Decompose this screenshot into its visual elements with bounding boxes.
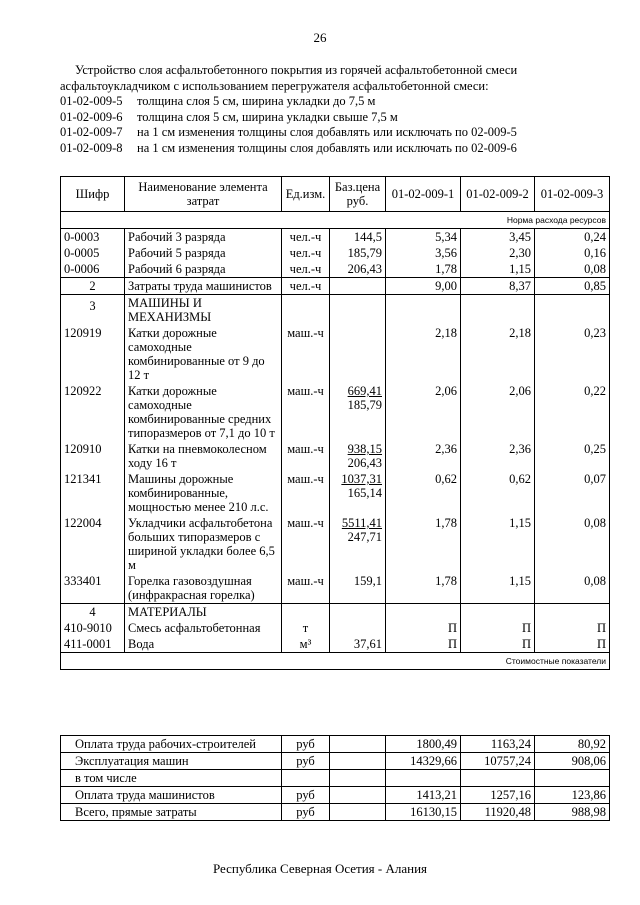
cell-name: Укладчики асфальтобетона больших типоразмеров с шириной укладки более 6,5 м (125, 515, 282, 573)
table-row (61, 573, 610, 604)
cell-v3: 0,16 (535, 245, 610, 261)
cell-name: Вода (125, 636, 282, 653)
section-code: 3 (61, 295, 125, 326)
header-price: Баз.цена руб. (330, 177, 386, 212)
cell-v1: 2,36 (386, 441, 461, 471)
cell-code: 122004 (61, 515, 125, 573)
cell-v2: 0,62 (461, 471, 535, 515)
page-number: 26 (313, 30, 327, 45)
summary-name: Оплата труда рабочих-строителей (61, 736, 282, 753)
cell-v2: 1,15 (461, 515, 535, 573)
cell-code: 411-0001 (61, 636, 125, 653)
cell-v2: 1,15 (461, 261, 535, 278)
cell-v3: 0,22 (535, 383, 610, 441)
intro-line (60, 125, 600, 141)
cell-v2: 2,18 (461, 325, 535, 383)
intro-code: 01-02-009-5 (60, 94, 123, 108)
intro-code: 01-02-009-6 (60, 109, 123, 124)
cell-unit: маш.-ч (282, 325, 330, 383)
cell-v3: 0,08 (535, 515, 610, 573)
cell-name: Машины дорожные комбинированные, мощностью менее 210 л.с. (125, 471, 282, 515)
intro-text: толщина слоя 5 см, ширина укладки свыше 7,5 м (137, 109, 398, 124)
cell-name: Рабочий 3 разряда (125, 229, 282, 246)
table-row (61, 515, 610, 573)
cell-code: 120910 (61, 441, 125, 471)
section-row (61, 604, 610, 621)
cell-name: Затраты труда машинистов (125, 278, 282, 295)
table-row (61, 636, 610, 653)
intro-code: 01-02-009-8 (60, 140, 123, 155)
table-row (61, 325, 610, 383)
cell-code: 0-0006 (61, 261, 125, 278)
cell-price (330, 620, 386, 636)
band-norm-row (61, 212, 610, 229)
section-title: МАШИНЫ И МЕХАНИЗМЫ (125, 295, 282, 326)
cell-code: 120919 (61, 325, 125, 383)
cell-unit: чел.-ч (282, 278, 330, 295)
table-row (61, 261, 610, 278)
summary-v3: 123,86 (535, 787, 610, 804)
cell-v2: 1,15 (461, 573, 535, 604)
intro-line (60, 110, 600, 126)
table-row (61, 441, 610, 471)
cell-v2: 8,37 (461, 278, 535, 295)
cell-price (330, 278, 386, 295)
cell-name: Горелка газовоздушная (инфракрасная горелка) (125, 573, 282, 604)
cell-name: Рабочий 5 разряда (125, 245, 282, 261)
table-row (61, 229, 610, 246)
band-cost: Стоимостные показатели (61, 653, 610, 670)
table-row (61, 278, 610, 295)
cell-price: 144,5 (330, 229, 386, 246)
section-row (61, 295, 610, 326)
summary-v3: 908,06 (535, 753, 610, 770)
cell-price (330, 471, 386, 515)
summary-v1: 14329,66 (386, 753, 461, 770)
cell-code: 410-9010 (61, 620, 125, 636)
cell-v3: 0,24 (535, 229, 610, 246)
price-crossed: 938,15 (347, 442, 382, 456)
cell-v3: 0,23 (535, 325, 610, 383)
cell-code: 121341 (61, 471, 125, 515)
cell-v1: 5,34 (386, 229, 461, 246)
table-row (61, 471, 610, 515)
cell-unit: маш.-ч (282, 471, 330, 515)
summary-v2: 11920,48 (461, 804, 535, 821)
cell-price (330, 325, 386, 383)
cell-code: 2 (61, 278, 125, 295)
header-unit: Ед.изм. (282, 177, 330, 212)
cell-v2: 2,30 (461, 245, 535, 261)
band-cost-row (61, 653, 610, 670)
cell-v3: 0,25 (535, 441, 610, 471)
cell-unit: чел.-ч (282, 229, 330, 246)
summary-v1: 16130,15 (386, 804, 461, 821)
intro-line (60, 94, 600, 110)
header-col2: 01-02-009-2 (461, 177, 535, 212)
summary-unit: руб (282, 753, 330, 770)
header-col3: 01-02-009-3 (535, 177, 610, 212)
cell-v1: 2,06 (386, 383, 461, 441)
cell-unit: чел.-ч (282, 245, 330, 261)
price-current: 206,43 (347, 456, 382, 470)
summary-v3: 80,92 (535, 736, 610, 753)
cell-price: 159,1 (330, 573, 386, 604)
summary-v2: 1163,24 (461, 736, 535, 753)
cell-v3: 0,07 (535, 471, 610, 515)
price-current: 185,79 (347, 398, 382, 412)
cost-summary-table (60, 735, 610, 821)
cell-v2: П (461, 636, 535, 653)
summary-row (61, 787, 610, 804)
intro-block (60, 63, 600, 156)
price-current: 165,14 (347, 486, 382, 500)
summary-row (61, 736, 610, 753)
summary-v3: 988,98 (535, 804, 610, 821)
cell-unit: маш.-ч (282, 573, 330, 604)
summary-row (61, 770, 610, 787)
cell-v2: 3,45 (461, 229, 535, 246)
cell-unit: маш.-ч (282, 515, 330, 573)
cell-name: Катки на пневмоколесном ходу 16 т (125, 441, 282, 471)
intro-text: на 1 см изменения толщины слоя добавлять или исключать по 02-009-6 (137, 140, 517, 155)
table-header-row (61, 177, 610, 212)
intro-heading-line2: асфальтоукладчиком с использованием перегружателя асфальтобетонной смеси: (60, 78, 489, 93)
price-crossed: 5511,41 (341, 516, 382, 530)
cell-v1: 3,56 (386, 245, 461, 261)
cell-v1: 0,62 (386, 471, 461, 515)
cell-code: 0-0003 (61, 229, 125, 246)
cell-price: 37,61 (330, 636, 386, 653)
summary-v2: 1257,16 (461, 787, 535, 804)
price-crossed: 1037,31 (341, 472, 382, 486)
header-name: Наименование элемента затрат (125, 177, 282, 212)
header-col1: 01-02-009-1 (386, 177, 461, 212)
intro-text: на 1 см изменения толщины слоя добавлять или исключать по 02-009-5 (137, 125, 517, 139)
intro-text: толщина слоя 5 см, ширина укладки до 7,5 м (137, 94, 376, 108)
table-row (61, 245, 610, 261)
price-crossed: 669,41 (347, 384, 382, 398)
cell-v3: 0,08 (535, 573, 610, 604)
cell-v2: П (461, 620, 535, 636)
cell-v3: 0,85 (535, 278, 610, 295)
cell-code: 333401 (61, 573, 125, 604)
cell-unit: т (282, 620, 330, 636)
band-norm: Норма расхода ресурсов (61, 212, 610, 229)
cell-unit: чел.-ч (282, 261, 330, 278)
cell-name: Смесь асфальтобетонная (125, 620, 282, 636)
intro-code: 01-02-009-7 (60, 125, 123, 139)
cell-name: Катки дорожные самоходные комбинированные от 9 до 12 т (125, 325, 282, 383)
cell-price (330, 515, 386, 573)
header-code: Шифр (61, 177, 125, 212)
intro-line (60, 141, 600, 157)
cell-price: 206,43 (330, 261, 386, 278)
table-row (61, 383, 610, 441)
summary-name: Оплата труда машинистов (61, 787, 282, 804)
summary-v1: 1413,21 (386, 787, 461, 804)
section-code: 4 (61, 604, 125, 621)
cell-unit: маш.-ч (282, 383, 330, 441)
summary-row (61, 753, 610, 770)
table-row (61, 620, 610, 636)
cell-v1: 9,00 (386, 278, 461, 295)
cell-v3: П (535, 636, 610, 653)
cell-v1: П (386, 636, 461, 653)
cell-v3: 0,08 (535, 261, 610, 278)
intro-heading-line1: Устройство слоя асфальтобетонного покрытия из горячей асфальтобетонной смеси (75, 63, 518, 77)
price-current: 247,71 (347, 530, 382, 544)
summary-v1: 1800,49 (386, 736, 461, 753)
cell-v3: П (535, 620, 610, 636)
cell-v2: 2,36 (461, 441, 535, 471)
summary-name: в том числе (61, 770, 282, 787)
cell-v1: П (386, 620, 461, 636)
summary-unit: руб (282, 787, 330, 804)
cell-unit: маш.-ч (282, 441, 330, 471)
cell-price (330, 383, 386, 441)
cell-name: Рабочий 6 разряда (125, 261, 282, 278)
cell-unit: м³ (282, 636, 330, 653)
section-title: МАТЕРИАЛЫ (125, 604, 282, 621)
summary-unit: руб (282, 804, 330, 821)
cell-v1: 1,78 (386, 573, 461, 604)
cell-v2: 2,06 (461, 383, 535, 441)
summary-row (61, 804, 610, 821)
resource-norm-table (60, 176, 610, 670)
cell-name: Катки дорожные самоходные комбинированные средних типоразмеров от 7,1 до 10 т (125, 383, 282, 441)
summary-v2: 10757,24 (461, 753, 535, 770)
cell-v1: 1,78 (386, 515, 461, 573)
cell-code: 120922 (61, 383, 125, 441)
summary-name: Всего, прямые затраты (61, 804, 282, 821)
cell-price: 185,79 (330, 245, 386, 261)
page-footer: Республика Северная Осетия - Алания (212, 861, 428, 876)
cell-v1: 1,78 (386, 261, 461, 278)
summary-name: Эксплуатация машин (61, 753, 282, 770)
summary-unit: руб (282, 736, 330, 753)
cell-code: 0-0005 (61, 245, 125, 261)
cell-price (330, 441, 386, 471)
cell-v1: 2,18 (386, 325, 461, 383)
